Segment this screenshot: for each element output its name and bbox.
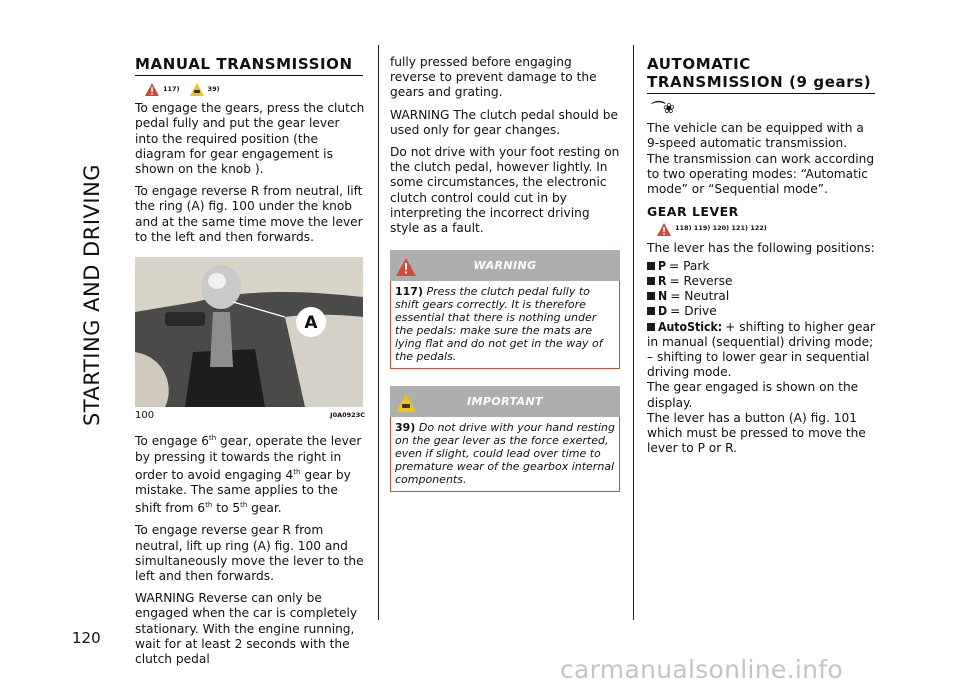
- paragraph: The lever has the following positions:: [647, 240, 875, 255]
- bullet-icon: [647, 277, 655, 285]
- bullet-icon: [647, 292, 655, 300]
- warning-triangle-icon: [396, 258, 416, 276]
- list-item: P = Park: [647, 259, 877, 274]
- paragraph: The lever has a button (A) fig. 101 which must be pressed to move the lever to P or R.: [647, 410, 866, 456]
- important-box-header: [390, 386, 620, 417]
- engine-option-icon: ⌒❀: [649, 101, 675, 117]
- paragraph: WARNING Reverse can only be engaged when the car is completely stationary. With the engine running, wait for at least 2 seconds with the clutch pedal: [135, 591, 358, 667]
- paragraph: The gear engaged is shown on the display.: [647, 380, 859, 410]
- paragraph: The transmission can work according to two operating modes: “Automatic mode” or “Sequential mode”.: [647, 151, 875, 197]
- important-box-body: 39) Do not drive with your hand resting on the gear lever as the force exerted, even if slight, could lead over time to premature wear of the gearbox internal components.: [390, 417, 620, 492]
- list-item: R = Reverse: [647, 274, 877, 289]
- figure-number: 100: [135, 410, 155, 422]
- paragraph: To engage 6th gear, operate the lever by pressing it towards the right in order to avoid engaging 4th gear by mistake. The same applies to the shift from 6th to 5th gear.: [135, 434, 362, 516]
- section-heading: MANUAL TRANSMISSION: [135, 55, 363, 76]
- warning-triangle-icon: [145, 83, 159, 96]
- page-number: 120: [72, 629, 101, 647]
- car-service-icon: [190, 83, 204, 96]
- column-continued: [390, 55, 620, 492]
- warning-title: WARNING: [473, 259, 537, 273]
- column-divider: [378, 45, 379, 620]
- important-ref: 39): [207, 85, 220, 93]
- list-item: D = Drive: [647, 304, 877, 319]
- callout-label: A: [304, 313, 318, 334]
- warning-box: [390, 250, 620, 369]
- list-item: N = Neutral: [647, 289, 877, 304]
- paragraph: Do not drive with your foot resting on the clutch pedal, however lightly. In some circumstances, the electronic clutch control could cut in by interpreting the incorrect driving style as a fault.: [390, 145, 620, 236]
- paragraph: To engage reverse R from neutral, lift the ring (A) fig. 100 under the knob and at the same time move the lever to the left and then forwards.: [135, 184, 363, 244]
- watermark: carmanualsonline.info: [560, 655, 843, 684]
- section-heading: AUTOMATIC TRANSMISSION (9 gears): [647, 55, 875, 94]
- column-automatic-transmission: [647, 55, 877, 463]
- paragraph: – shifting to lower gear in sequential driving mode.: [647, 350, 870, 380]
- paragraph: WARNING The clutch pedal should be used only for gear changes.: [390, 107, 618, 137]
- paragraph: To engage reverse gear R from neutral, lift up ring (A) fig. 100 and simultaneously move the lever to the left and then forwards.: [135, 523, 364, 584]
- car-service-icon: [396, 394, 416, 412]
- warning-box-body: 117) Press the clutch pedal fully to shift gears correctly. It is therefore essential that there is nothing under the pedals: make sure the mats are lying flat and do not get in the way of the pedals.: [390, 281, 620, 369]
- warning-box-header: [390, 250, 620, 281]
- column-divider: [633, 45, 634, 620]
- paragraph: in manual (sequential) driving mode;: [647, 334, 874, 349]
- position-list: [647, 259, 877, 335]
- warning-ref: 117): [163, 85, 180, 93]
- bullet-icon: [647, 262, 655, 270]
- reference-markers: [145, 82, 365, 97]
- gear-lever-photo: [135, 257, 363, 407]
- bullet-icon: [647, 323, 655, 331]
- paragraph: To engage the gears, press the clutch pedal fully and put the gear lever into the required position (the diagram for gear engagement is shown on the knob ).: [135, 101, 365, 177]
- important-box: [390, 386, 620, 492]
- bullet-icon: [647, 307, 655, 315]
- gear-lever-illustration: [135, 257, 363, 407]
- figure-code: J0A0923C: [330, 411, 365, 420]
- reference-markers: 118) 119) 120) 121) 122): [657, 221, 877, 236]
- paragraph: The vehicle can be equipped with a 9-speed automatic transmission.: [647, 121, 864, 151]
- important-title: IMPORTANT: [467, 395, 543, 409]
- column-manual-transmission: [135, 55, 365, 674]
- subheading: GEAR LEVER: [647, 204, 739, 220]
- list-item: AutoStick: + shifting to higher gear: [647, 320, 877, 335]
- figure-caption: [135, 408, 365, 423]
- warning-triangle-icon: [657, 223, 671, 236]
- paragraph: fully pressed before engaging reverse to prevent damage to the gears and grating.: [390, 55, 597, 100]
